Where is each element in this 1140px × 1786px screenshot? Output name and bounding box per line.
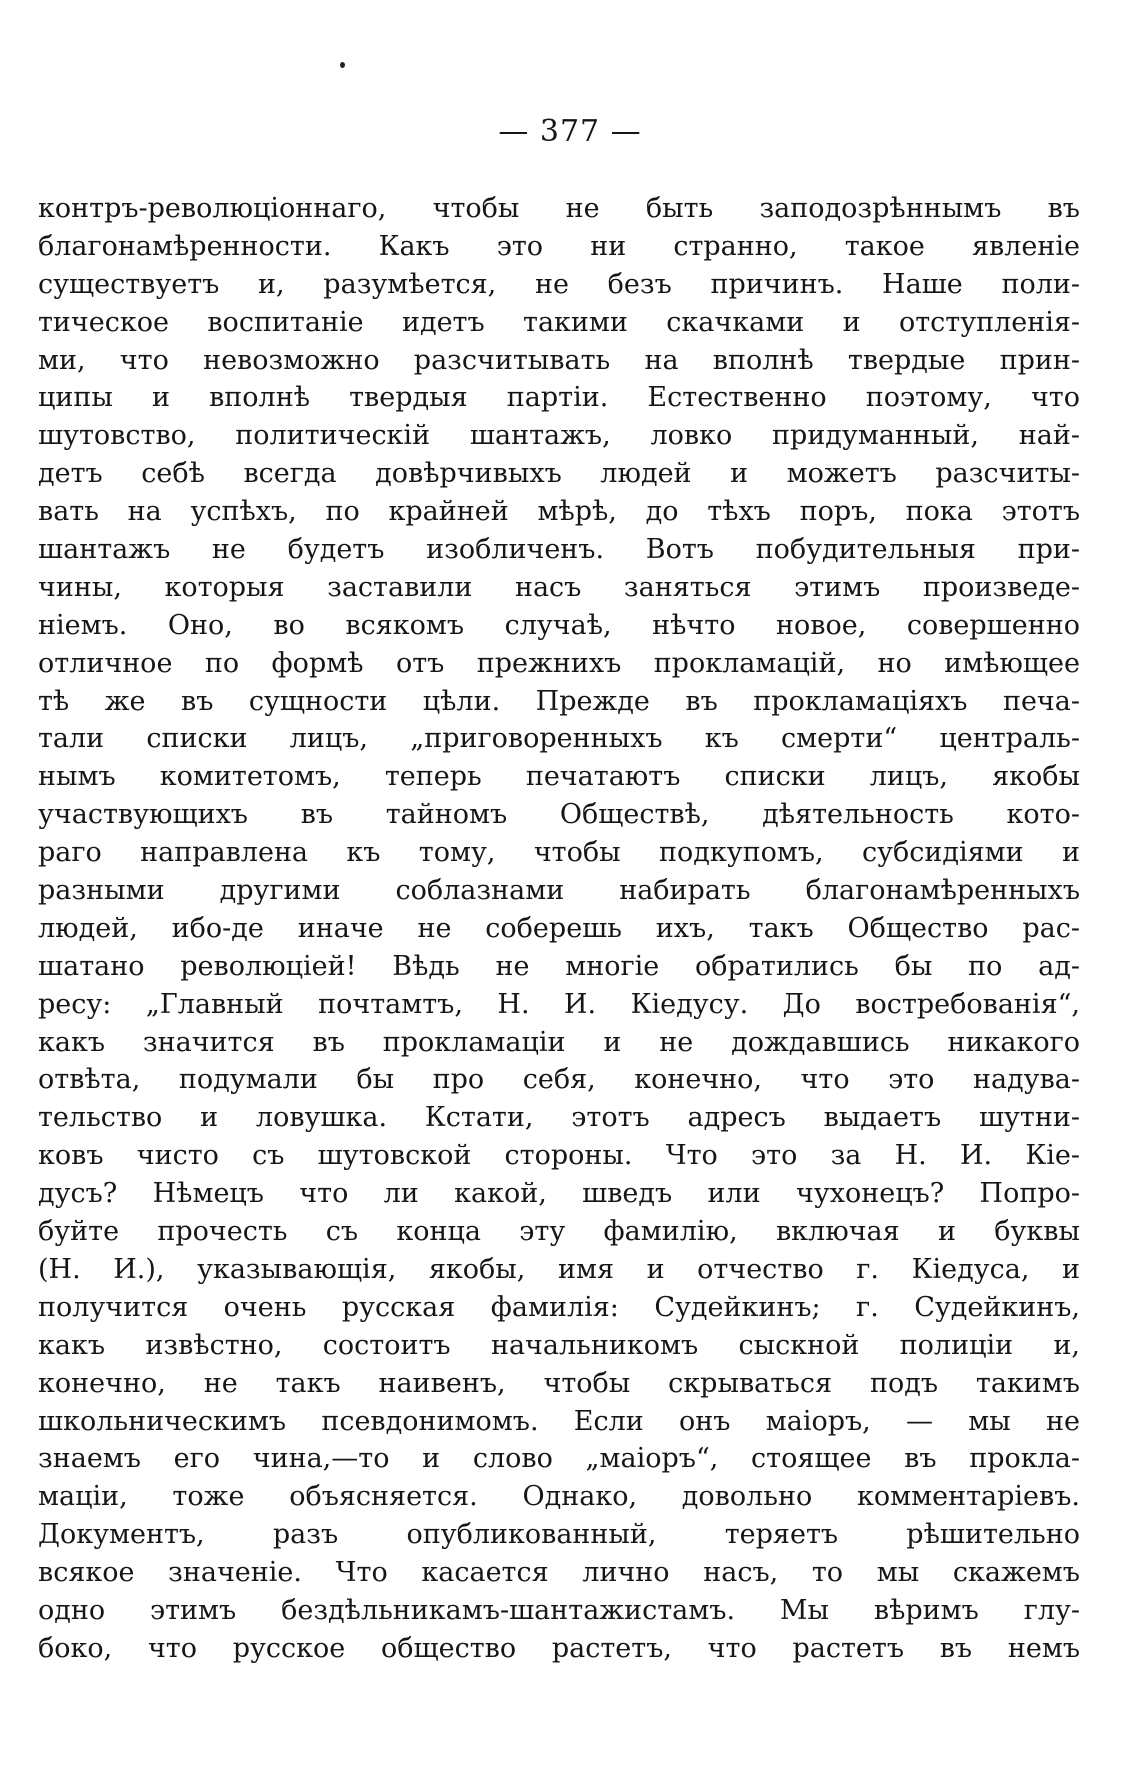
text-line: маціи, тоже объясняется. Однако, довольно комментаріевъ. bbox=[38, 1481, 1080, 1513]
text-line: чины, которыя заставили насъ заняться этимъ произведе- bbox=[38, 571, 1080, 603]
text-line: вать на успѣхъ, по крайней мѣрѣ, до тѣхъ поръ, пока этотъ bbox=[38, 496, 1080, 528]
text-line: Документъ, разъ опубликованный, теряетъ рѣшительно bbox=[38, 1519, 1080, 1551]
text-line: разными другими соблазнами набирать благонамѣренныхъ bbox=[38, 875, 1080, 907]
text-line: буйте прочесть съ конца эту фамилію, включая и буквы bbox=[38, 1216, 1080, 1248]
text-line: нымъ комитетомъ, теперь печатаютъ списки лицъ, якобы bbox=[38, 761, 1080, 793]
text-line: (Н. И.), указывающія, якобы, имя и отчество г. Кіедуса, и bbox=[38, 1253, 1080, 1285]
text-line: тѣ же въ сущности цѣли. Прежде въ прокламаціяхъ печа- bbox=[38, 685, 1080, 717]
text-line: ковъ чисто съ шутовской стороны. Что это за Н. И. Кіе- bbox=[38, 1140, 1080, 1172]
text-line: дусъ? Нѣмецъ что ли какой, шведъ или чухонецъ? Попро- bbox=[38, 1178, 1080, 1210]
text-line: конечно, не такъ наивенъ, чтобы скрываться подъ такимъ bbox=[38, 1367, 1080, 1399]
text-line: тельство и ловушка. Кстати, этотъ адресъ выдаетъ шутни- bbox=[38, 1102, 1080, 1134]
text-line: боко, что русское общество растетъ, что растетъ въ немъ bbox=[38, 1632, 1080, 1664]
text-line: детъ себѣ всегда довѣрчивыхъ людей и можетъ разсчиты- bbox=[38, 458, 1080, 490]
text-line: тическое воспитаніе идетъ такими скачками и отступленія- bbox=[38, 306, 1080, 338]
text-line: ципы и вполнѣ твердыя партіи. Естественно поэтому, что bbox=[38, 382, 1080, 414]
text-line: шатано революціей! Вѣдь не многіе обратились бы по ад- bbox=[38, 950, 1080, 982]
text-line: благонамѣренности. Какъ это ни странно, такое явленіе bbox=[38, 230, 1080, 262]
ink-speck bbox=[340, 62, 345, 68]
text-line: контръ-революціоннаго, чтобы не быть заподозрѣннымъ въ bbox=[38, 193, 1080, 224]
text-line: отличное по формѣ отъ прежнихъ прокламацій, но имѣющее bbox=[38, 647, 1080, 679]
text-line: шутовство, политическій шантажъ, ловко придуманный, най- bbox=[38, 420, 1080, 452]
text-line: ми, что невозможно разсчитывать на вполнѣ твердые прин- bbox=[38, 344, 1080, 376]
page-number: — 377 — bbox=[498, 114, 642, 149]
text-line: тали списки лицъ, „приговоренныхъ къ смерти“ централь- bbox=[38, 723, 1080, 755]
text-line: получится очень русская фамилія: Судейкинъ; г. Судейкинъ, bbox=[38, 1291, 1080, 1323]
text-line: раго направлена къ тому, чтобы подкупомъ, субсидіями и bbox=[38, 837, 1080, 869]
text-line: всякое значеніе. Что касается лично насъ, то мы скажемъ bbox=[38, 1557, 1080, 1589]
text-line: ресу: „Главный почтамтъ, Н. И. Кіедусу. До востребованія“, bbox=[38, 988, 1080, 1020]
text-line: отвѣта, подумали бы про себя, конечно, что это надува- bbox=[38, 1064, 1080, 1096]
text-line: участвующихъ въ тайномъ Обществѣ, дѣятельность кото- bbox=[38, 799, 1080, 831]
body-text bbox=[38, 190, 1080, 1668]
text-line: какъ значится въ прокламаціи и не дождавшись никакого bbox=[38, 1026, 1080, 1058]
text-line: существуетъ и, разумѣется, не безъ причинъ. Наше поли- bbox=[38, 268, 1080, 300]
text-line: одно этимъ бездѣльникамъ-шантажистамъ. Мы вѣримъ глу- bbox=[38, 1594, 1080, 1626]
text-line: школьническимъ псевдонимомъ. Если онъ маіоръ, — мы не bbox=[38, 1405, 1080, 1437]
text-line: знаемъ его чина,—то и слово „маіоръ“, стоящее въ прокла- bbox=[38, 1443, 1080, 1475]
text-line: шантажъ не будетъ изобличенъ. Вотъ побудительныя при- bbox=[38, 534, 1080, 566]
text-line: людей, ибо-де иначе не соберешь ихъ, такъ Общество рас- bbox=[38, 912, 1080, 944]
text-line: ніемъ. Оно, во всякомъ случаѣ, нѣчто новое, совершенно bbox=[38, 609, 1080, 641]
text-line: какъ извѣстно, состоитъ начальникомъ сыскной полиціи и, bbox=[38, 1329, 1080, 1361]
